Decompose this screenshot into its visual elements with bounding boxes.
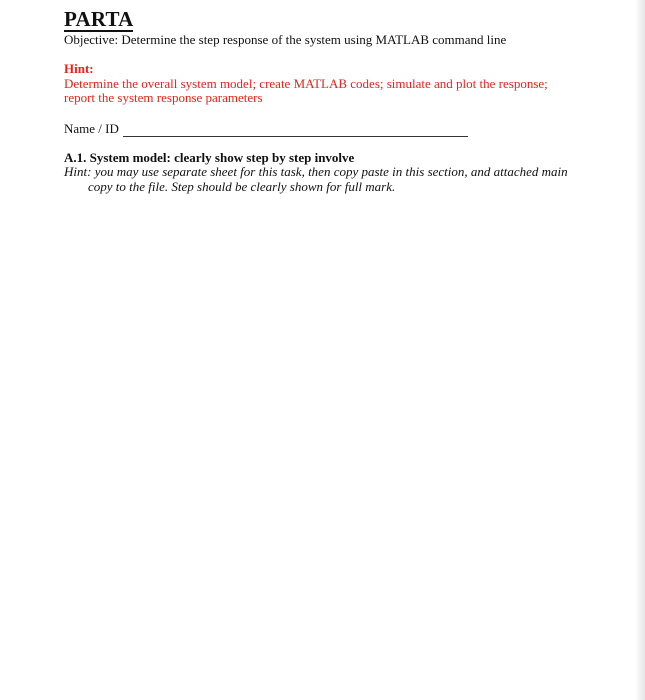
section-hint-line-1: Hint: you may use separate sheet for this task, then copy paste in this section, and attached main [64, 164, 568, 179]
name-id-row [64, 121, 468, 137]
hint-line-1: Determine the overall system model; create MATLAB codes; simulate and plot the response; [64, 76, 548, 91]
hint-heading: Hint: [64, 61, 94, 76]
page-title: PARTA [64, 7, 134, 31]
name-id-blank-line[interactable] [123, 124, 468, 137]
section-a1-hint [64, 164, 569, 194]
hint-line-2: report the system response parameters [64, 90, 263, 105]
hint-block [64, 62, 564, 105]
section-a1-title: A.1. System model: clearly show step by step involve [64, 150, 355, 165]
name-id-label: Name / ID [64, 121, 119, 136]
page-edge-shadow [635, 0, 645, 700]
section-hint-line-2: copy to the file. Step should be clearly shown for full mark. [88, 179, 396, 194]
objective-text: Objective: Determine the step response of the system using MATLAB command line [64, 32, 507, 47]
